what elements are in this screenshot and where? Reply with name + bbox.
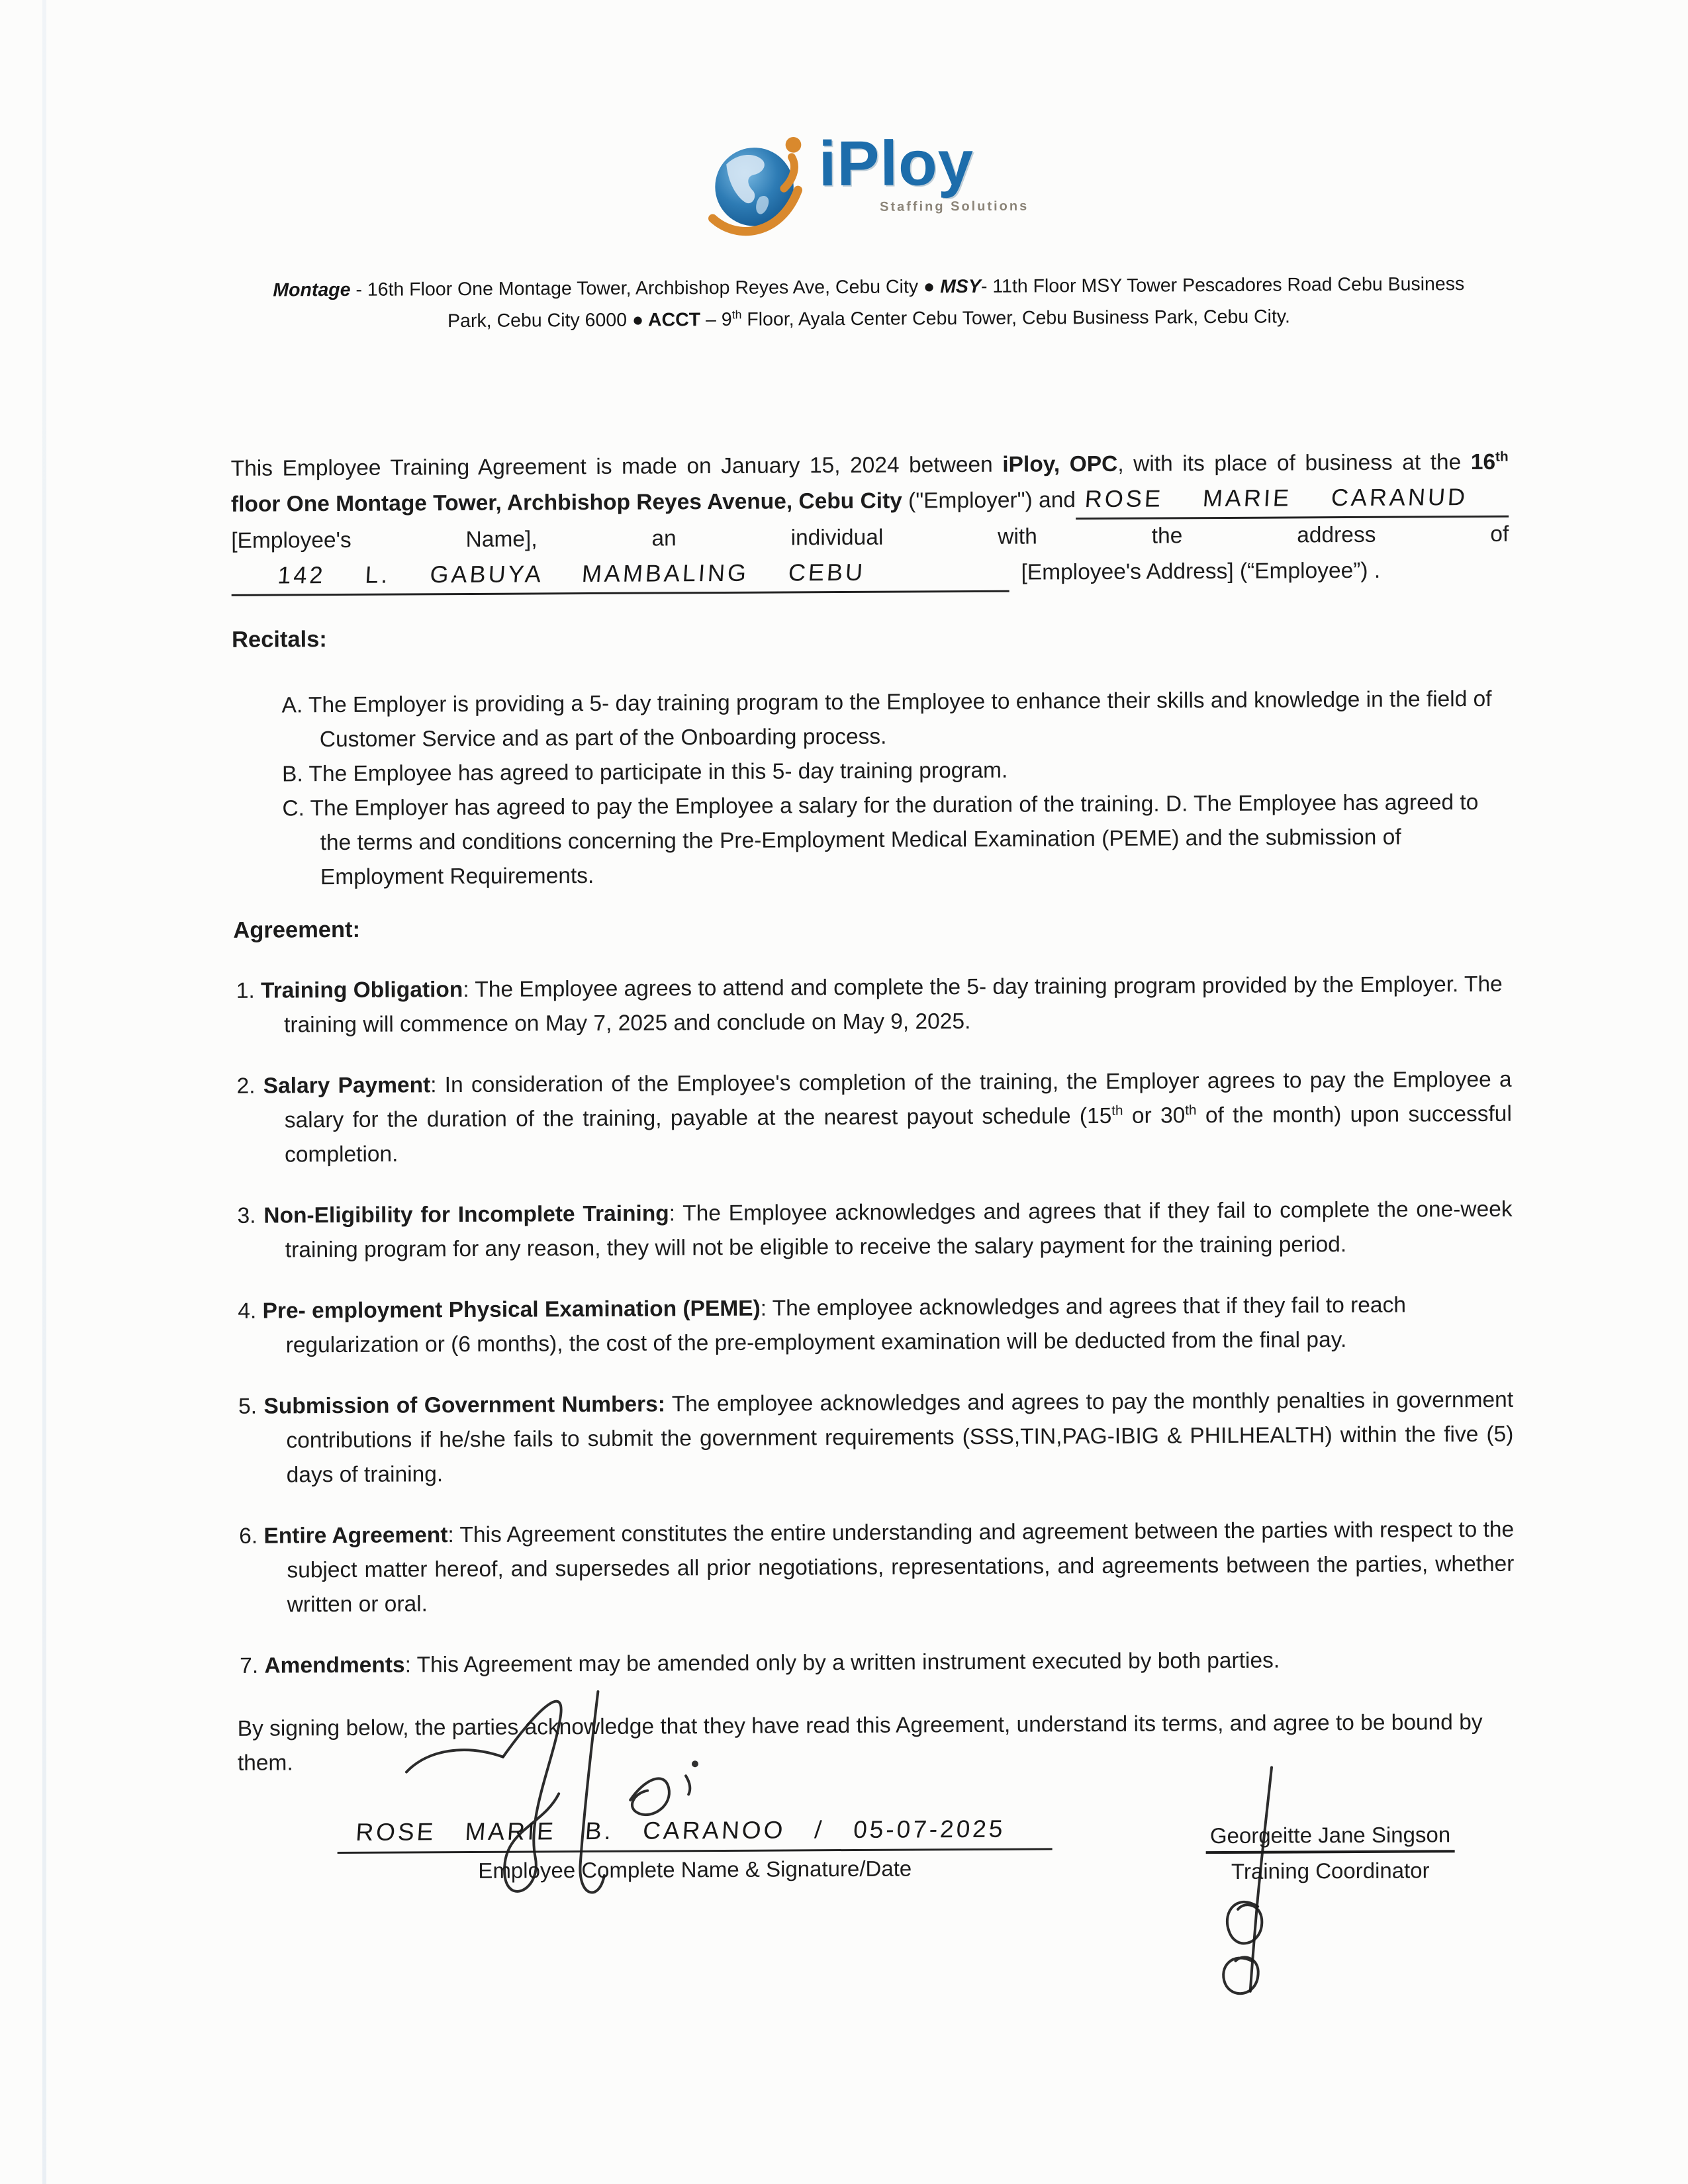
iploy-logo: [708, 127, 1029, 238]
recital-item-a: A. The Employer is providing a 5- day training program to the Employee to enhance their skills and knowledge in the field of Customer Service and as part of the Onboarding process.: [281, 686, 1492, 752]
recitals-list: [232, 682, 1511, 895]
agreement-item-4: 4. Pre- employment Physical Examination (PEME): The employee acknowledges and agrees that if they fail to reach regularization or (6 months), the cost of the pre-employment examination will be deducted from the final pay.: [238, 1293, 1406, 1358]
coordinator-signature-scribble: [1191, 1762, 1325, 2014]
employee-signature-label: Employee Complete Name & Signature/Date: [478, 1856, 912, 1883]
logo-tagline: Staffing Solutions: [880, 199, 1029, 214]
coordinator-name: Georgeitte Jane Singson: [1206, 1822, 1454, 1854]
agreement-heading: Agreement:: [233, 917, 361, 943]
closing-paragraph: By signing below, the parties acknowledge that they have read this Agreement, understand its terms, and agree to be bound by them.: [237, 1709, 1483, 1776]
employee-signature-block: [337, 1815, 1053, 1884]
recital-item-b: B. The Employee has agreed to participate in this 5- day training program.: [282, 758, 1008, 787]
signature-row: [238, 1813, 1516, 1889]
coordinator-title: Training Coordinator: [1231, 1858, 1430, 1884]
office-addresses: Montage - 16th Floor One Montage Tower, Archbishop Reyes Ave, Cebu City ● MSY- 11th Floor MSY Tower Pescadores Road Cebu Business Park, Cebu City 6000 ● ACCT – 9th Floor, Ayala Center Cebu Tower, Cebu Business Park, Cebu City.: [273, 273, 1465, 332]
coordinator-signature-block: [1171, 1813, 1489, 1885]
agreement-item-1: 1. Training Obligation: The Employee agrees to attend and complete the 5- day training program provided by the Employer. The training will commence on May 7, 2025 and conclude on May 9, 2025.: [236, 972, 1503, 1038]
agreement-item-2: 2. Salary Payment: In consideration of the Employee's completion of the training, the Employer agrees to pay the Employee a salary for the duration of the training, payable at the nearest payout schedule (15th or 30th of the month) upon successful completion.: [236, 1067, 1512, 1167]
intro-line-2-text: floor One Montage Tower, Archbishop Reyes Avenue, Cebu City ("Employer") and: [230, 488, 1076, 517]
agreement-item-7: 7. Amendments: This Agreement may be amended only by a written instrument executed by both parties.: [240, 1648, 1280, 1678]
logo-text: [818, 127, 1029, 216]
intro-paragraph: [231, 445, 1509, 596]
logo-brand-text: iPloy: [818, 127, 974, 200]
intro-line-1: This Employee Training Agreement is made on January 15, 2024 between iPloy, OPC, with its place of business at the 16th: [230, 449, 1509, 481]
recital-item-c: C. The Employer has agreed to pay the Employee a salary for the duration of the training. D. The Employee has agreed to the terms and conditions concerning the Pre-Employment Medical Examination (PEME) and the submission of Employment Requirements.: [282, 790, 1479, 890]
employee-name-date-handwritten: ROSE MARIE B. CARANOO / 05-07-2025: [355, 1815, 1006, 1846]
agreement-item-6: 6. Entire Agreement: This Agreement constitutes the entire understanding and agreement between the parties with respect to the subject matter hereof, and supersedes all prior negotiations, representations, and agreements between the parties, whether written or oral.: [239, 1517, 1515, 1617]
agreement-item-5: 5. Submission of Government Numbers: The employee acknowledges and agrees to pay the monthly penalties in government contributions if he/she fails to submit the government requirements (SSS,TIN,PAG-IBIG & PHILHEALTH) within the five (5) days of training.: [238, 1387, 1514, 1488]
employee-signature-scribble: [399, 1659, 718, 1926]
employee-name-handwritten: ROSE MARIE CARANUD: [1084, 483, 1469, 513]
intro-line-4: [231, 552, 1509, 596]
employee-address-blank-line: [231, 555, 1009, 596]
intro-line-2: [231, 480, 1509, 524]
agreement-item-3: 3. Non-Eligibility for Incomplete Training: The Employee acknowledges and agrees that if they fail to complete the one-week training program for any reason, they will not be eligible to receive the salary payment for the training period.: [237, 1197, 1513, 1263]
recitals-heading: Recitals:: [231, 627, 327, 653]
employee-address-handwritten: 142 L. GABUYA MAMBALING CEBU: [277, 558, 867, 589]
employee-signature-line: [337, 1815, 1052, 1854]
employee-name-blank-line: [1076, 480, 1509, 520]
intro-line-4-text: [Employee's Address] (“Employee”) .: [1021, 558, 1381, 585]
intro-line-3: [Employee's Name], an individual with the address of: [231, 522, 1509, 553]
globe-icon: [708, 132, 813, 238]
